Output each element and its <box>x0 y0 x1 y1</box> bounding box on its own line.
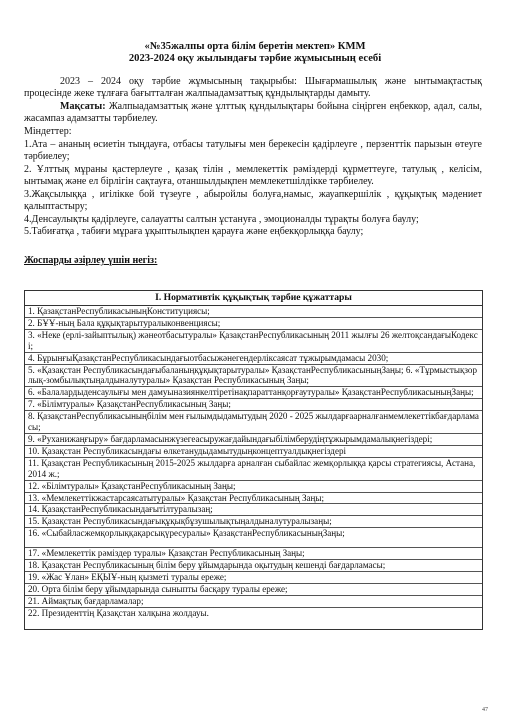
table-row: 2. БҰҰ-ның Бала құқықтарытуралыконвенциясы; <box>25 318 482 330</box>
table-row: 20. Орта білім беру ұйымдарында сыныпты басқару туралы ереже; <box>25 584 482 596</box>
table-row: 12. «Білімтуралы» ҚазақстанРеспубликасының Заңы; <box>25 481 482 493</box>
page-number: 47 <box>482 707 488 713</box>
theme-paragraph: 2023 – 2024 оқу тәрбие жұмысының тақырыбы: Шығармашылық және ынтымақтастық процесінде жеке тұлғаға бағытталған жалпыадамзаттық құндылықтарды дамыту. <box>24 76 482 100</box>
goal-text: Жалпыадамзаттық және ұлттық құндылықтары бойына сіңірген еңбеккор, адал, салы, жасампаз адамзатты тәрбиелеу. <box>24 101 482 125</box>
table-row: 9. «Руханижаңғыру» бағдарламасынжүзегеасыружағдайындағыбілімберудіңтұжырымдамалықнегіздері; <box>25 434 482 446</box>
table-row: 19. «Жас Ұлан» ЕҚЫҰ-ның қызметі туралы ереже; <box>25 572 482 584</box>
table-row: 6. «Балалардыденсаулығы мен дамуыназиянкелтіретінақпараттанқорғаутуралы» ҚазақстанРеспубликасыныңЗаңы; <box>25 387 482 399</box>
table-row: 17. «Мемлекеттік рәміздер туралы» Қазақстан Республикасының Заңы; <box>25 548 482 560</box>
table-row: 5. «Қазақстан Республикасындағыбаланыңқұқықтарытуралы» ҚазақстанРеспубликасыныңЗаңы; 6. «Тұрмыстықзорлық-зомбылықтыңалдыналутуралы» Қазақстан Республикасының Заңы; <box>25 365 482 388</box>
task-item-2: 2. Ұлттық мұраны қастерлеуге , қазақ тілін , мемлекеттік рәміздерді құрметтеуге, татулық , келісім, ынтымақ және ел бірлігін сақтауға, отаншылдықпен мемлекетшілдікке тәрбиелеу. <box>24 164 482 188</box>
table-row: 11. Қазақстан Республикасының 2015-2025 жылдарға арналған сыбайлас жемқорлыққа қарсы стратегиясы, Астана, 2014 ж.; <box>25 458 482 481</box>
basis-heading: Жоспарды әзірлеу үшін негіз: <box>24 255 158 266</box>
task-item-3: 3.Жақсылыққа , игілікке бой түзеуге , абыройлы болуға,намыс, жауапкершілік , құқықтық мәдениет қалыптастыру; <box>24 189 482 213</box>
tasks-label: Міндеттер: <box>24 126 72 137</box>
task-item-5: 5.Табиғатқа , табиғи мұраға ұқыптылықпен қарауға және еңбекқорлыққа баулу; <box>24 226 364 237</box>
document-title-line-1: «№35жалпы орта білім беретін мектеп» КММ <box>144 41 366 52</box>
normative-documents-table <box>24 290 483 630</box>
task-item-1: 1.Ата – ананың өсиетін тыңдауға, отбасы татулығы мен берекесін қадірлеуге , перзенттік парызын өтеуге тәрбиелеу; <box>24 139 482 163</box>
task-item-4: 4.Денсаулықты қадірлеуге, салауатты салтын ұстануға , эмоционалды тұрақты болуға баулу; <box>24 214 419 225</box>
table-row: 4. БұрынғыҚазақстанРеспубликасындағыотбасыжәнегендерліксаясат тұжырымдамасы 2030; <box>25 353 482 365</box>
table-row: 18. Қазақстан Республикасының білім беру ұйымдарында оқытудың кешенді бағдарламасы; <box>25 560 482 572</box>
goal-label: Мақсаты: <box>60 101 106 112</box>
document-title-line-2: 2023-2024 оқу жылындағы тәрбие жұмысының есебі <box>128 53 382 64</box>
table-row: 7. «Білімтуралы» ҚазақстанРеспубликасының Заңы; <box>25 399 482 411</box>
table-header: I. Нормативтік құқықтық тәрбие құжаттары <box>25 291 482 306</box>
table-row: 22. Президенттің Қазақстан халқына жолдауы. <box>28 607 209 618</box>
table-row: 13. «Мемлекеттікжастарсаясатытуралы» Қазақстан Республикасының Заңы; <box>25 493 482 505</box>
table-row: 16. «Сыбайласжемқорлыққақарсықүресуралы» ҚазақстанРеспубликасыныңЗаңы; <box>25 528 482 548</box>
table-row: 8. ҚазақстанРеспубликасыныңбілім мен ғылымдыдамытудың 2020 - 2025 жылдарғаарналғанмемлекеттікбағдарламасы; <box>25 411 482 434</box>
table-row: 3. «Неке (ерлі-зайыптылық) жәнеотбасытуралы» ҚазақстанРеспубликасының 2011 жылғы 26 желтоқсандағыКодексі; <box>25 330 482 353</box>
table-row: 21. Аймақтық бағдарламалар; <box>25 596 482 608</box>
table-row: 14. ҚазақстанРеспубликасындағытілтуралызаң; <box>25 504 482 516</box>
goal-paragraph <box>24 101 482 126</box>
table-row: 10. Қазақстан Республикасындағы өлкетанудыдамытудыңконцептуалдықнегіздері <box>25 446 482 458</box>
table-row: 1. ҚазақстанРеспубликасыныңКонституциясы; <box>25 306 482 318</box>
table-row: 15. Қазақстан Республикасындағықұқықбұзушылықтыңалдыналутуралызаңы; <box>25 516 482 528</box>
